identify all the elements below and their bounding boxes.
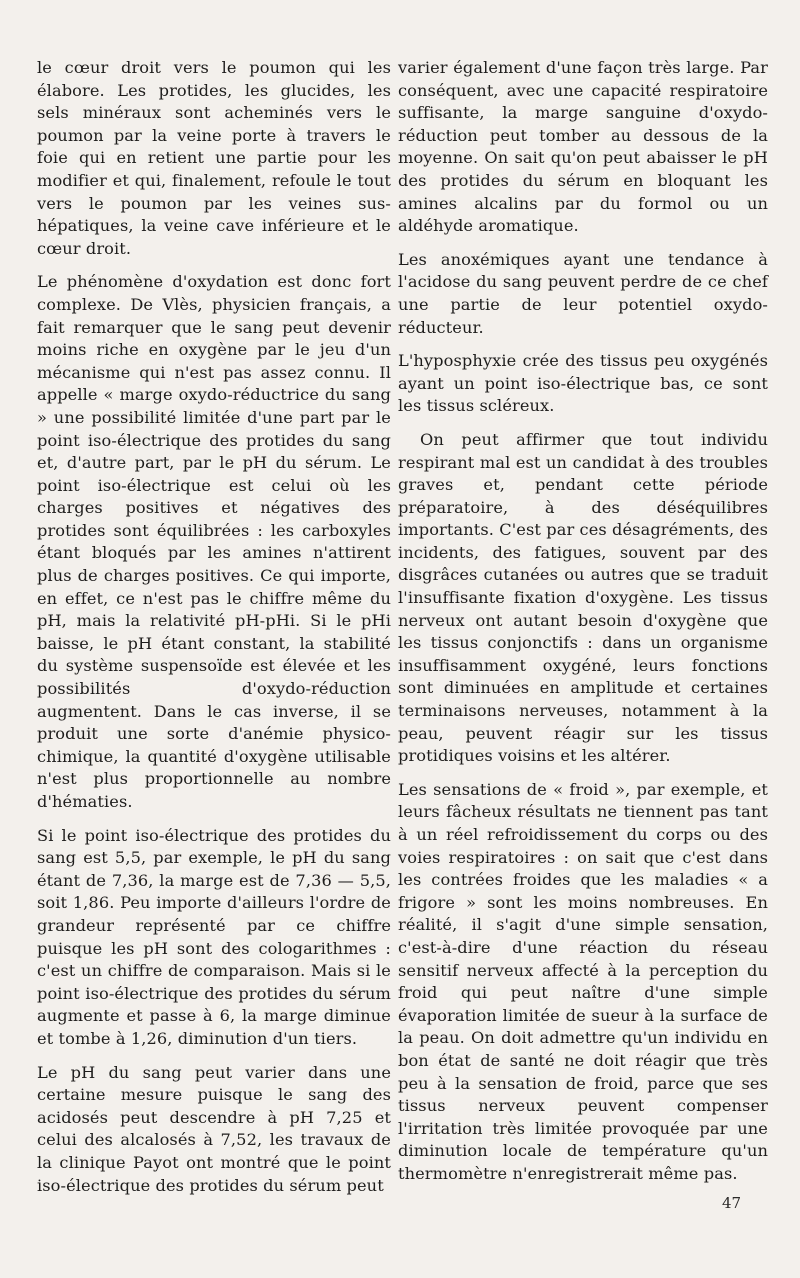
paragraph: Le phénomène d'oxydation est donc fort complexe. De Vlès, physicien français, a fait remarquer que le sang peut devenir moins riche en oxygène par le jeu d'un mécanisme qui n'est pas assez connu. Il appelle « marge oxydo-réductrice du sang » une possibilité limitée d'une part par le point iso-électrique des protides du sang et, d'autre part, par le pH du sérum. Le point iso-électrique est celui où les charges positives et négatives des protides sont équilibrées : les carboxyles étant bloqués par les amines n'attirent plus de charges positives. Ce qui importe, en effet, ce n'est pas le chiffre même du pH, mais la relativité pH-pHi. Si le pHi baisse, le pH étant constant, la stabilité du système suspensoïde est élevée et les possibilités d'oxydo-réduction augmentent. Dans le cas inverse, il se produit une sorte d'anémie physico-chimique, la quantité d'oxygène utilisable n'est plus proportionnelle au nombre d'hématies. [37,272,391,811]
paragraph: le cœur droit vers le poumon qui les élabore. Les protides, les glucides, les sels minéraux sont acheminés vers le poumon par la veine porte à travers le foie qui en retient une partie pour les modifier et qui, finalement, refoule le tout vers le poumon par les veines sus-hépatiques, la veine cave inférieure et le cœur droit. [37,58,391,258]
paragraph: Les anoxémiques ayant une tendance à l'acidose du sang peuvent perdre de ce chef une partie de leur potentiel oxydo-réducteur. [398,249,768,337]
paragraph: L'hyposphyxie crée des tissus peu oxygénés ayant un point iso-électrique bas, ce sont les tissus scléreux. [398,351,768,416]
paragraph: Si le point iso-électrique des protides du sang est 5,5, par exemple, le pH du sang étant de 7,36, la marge est de 7,36 — 5,5, soit 1,86. Peu importe d'ailleurs l'ordre de grandeur représenté par ce chiffre puisque les pH sont des cologarithmes : c'est un chiffre de comparaison. Mais si le point iso-électrique des protides du sérum augmente et passe à 6, la marge diminue et tombe à 1,26, diminution d'un tiers. [37,825,391,1048]
paragraph: On peut affirmer que tout individu respirant mal est un candidat à des troubles graves et, pendant cette période préparatoire, à des déséquilibres importants. C'est par ces désagréments, des incidents, des fatigues, souvent par des disgrâces cutanées ou autres que se traduit l'insuffisante fixation d'oxygène. Les tissus nerveux ont autant besoin d'oxygène que les tissus conjonctifs : dans un organisme insuffisamment oxygéné, leurs fonctions sont diminuées en amplitude et certaines terminaisons nerveuses, notamment à la peau, peuvent réagir sur les tissus protidiques voisins et les altérer. [398,429,769,766]
paragraph: Les sensations de « froid », par exemple, et leurs fâcheux résultats ne tiennent pas tant à un réel refroidissement du corps ou des voies respiratoires : on sait que c'est dans les contrées froides que les maladies « a frigore » sont les moins nombreuses. En réalité, il s'agit d'une simple sensation, c'est-à-dire d'une réaction du réseau sensitif nerveux affecté à la perception du froid qui peut naître d'une simple évaporation limitée de sueur à la surface de la peau. On doit admettre qu'un individu en bon état de santé ne doit réagir que très peu à la sensation de froid, parce que ses tissus nerveux peuvent compenser l'irritation très limitée provoquée par une diminution locale de température qu'un thermomètre n'enregistrerait même pas. [398,779,768,1183]
paragraph: varier également d'une façon très large. Par conséquent, avec une capacité respiratoire suffisante, la marge sanguine d'oxydo-réduction peut tomber au dessous de la moyenne. On sait qu'on peut abaisser le pH des protides du sérum en bloquant les amines alcalins par du formol ou un aldéhyde aromatique. [398,58,768,236]
right-column [398,57,768,1197]
page-number: 47 [722,1194,742,1212]
paragraph: Le pH du sang peut varier dans une certaine mesure puisque le sang des acidosés peut descendre à pH 7,25 et celui des alcalosés à 7,52, les travaux de la clinique Payot ont montré que le point iso-électrique des protides du sérum peut [37,1062,391,1195]
left-column [37,57,391,1208]
